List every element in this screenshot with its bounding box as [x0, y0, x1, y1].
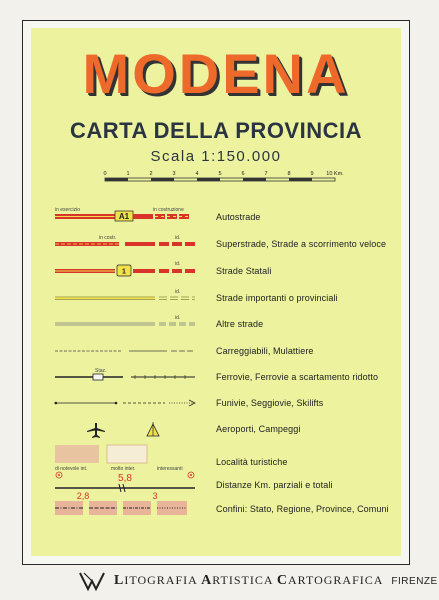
scale-label: Scala 1:150.000 [150, 148, 282, 165]
note-staz: Staz. [95, 368, 107, 374]
legend-label: Carreggiabili, Mulattiere [216, 346, 314, 356]
scale-segment [151, 178, 174, 181]
scale-segment [289, 178, 312, 181]
map-title: MODENA [82, 42, 350, 105]
legend-label: Ferrovie, Ferrovie a scartamento ridotto [216, 372, 379, 382]
scale-tick-label: 3 [172, 171, 176, 177]
scale-tick-label: 10 Km. [326, 171, 344, 177]
scale-tick-label: 9 [310, 171, 314, 177]
scale-segment [105, 178, 128, 181]
confini-symbol [55, 498, 215, 524]
altre-strade-symbol [55, 313, 215, 339]
legend-altre-strade [31, 311, 401, 339]
legend-ferrovie [31, 364, 401, 392]
distance-total: 5,8 [118, 473, 132, 484]
legend-aeroporti [31, 416, 401, 444]
note-molto: molto inter. [111, 466, 136, 472]
legend-confini [31, 496, 401, 524]
scale-tick-label: 8 [287, 171, 291, 177]
legend-carreggiabili [31, 338, 401, 366]
strade-importanti-symbol [55, 287, 215, 313]
note-in-esercizio: in esercizio [55, 207, 81, 213]
legend-label: Strade importanti o provinciali [216, 293, 338, 303]
legend-superstrade [31, 231, 401, 259]
strade-statali-symbol [55, 260, 215, 286]
note-in-costruzione: in costruzione [153, 207, 184, 213]
scale-segment [243, 178, 266, 181]
note-id: id. [175, 261, 181, 267]
legend-autostrade [31, 204, 401, 232]
ferrovie-symbol [55, 366, 215, 392]
legend-strade-importanti [31, 285, 401, 313]
scale-tick-label: 2 [149, 171, 153, 177]
legend-label: Strade Statali [216, 266, 272, 276]
note-notevole: di notevole int. [55, 466, 88, 472]
scale-tick-label: 7 [264, 171, 268, 177]
scale-tick-label: 1 [126, 171, 130, 177]
note-in-costr: in costr. [99, 235, 117, 241]
scale-tick-label: 4 [195, 171, 199, 177]
distance-partial-1: 2,8 [76, 491, 90, 501]
superstrade-symbol [55, 233, 215, 259]
publisher-city: FIRENZE [391, 575, 438, 587]
camping-icon [147, 422, 159, 436]
scale-segment [197, 178, 220, 181]
publisher-name: LITOGRAFIA ARTISTICA CARTOGRAFICA [114, 573, 384, 588]
note-interessanti: interessanti [157, 466, 183, 472]
scale-tick-label: 0 [103, 171, 107, 177]
badge-1: 1 [122, 268, 126, 276]
legend-label: Distanze Km. parziali e totali [216, 480, 333, 490]
legend-strade-statali [31, 258, 401, 286]
autostrade-symbol [55, 206, 215, 232]
publisher-logo-icon [78, 571, 108, 591]
legend-label: Altre strade [216, 319, 264, 329]
scale-tick-label: 6 [241, 171, 245, 177]
map-subtitle: CARTA DELLA PROVINCIA [69, 118, 362, 143]
cover-panel [31, 28, 401, 556]
legend-label: Confini: Stato, Regione, Province, Comuni [216, 504, 389, 514]
legend-label: Superstrade, Strade a scorrimento veloce [216, 239, 387, 249]
legend-funivie [31, 390, 401, 418]
scale-bar [99, 168, 344, 184]
legend-label: Aeroporti, Campeggi [216, 424, 301, 434]
note-id: id. [175, 235, 181, 241]
scale-tick-label: 5 [218, 171, 222, 177]
legend-label: Località turistiche [216, 457, 288, 467]
airplane-icon [87, 423, 105, 438]
publisher-footer [78, 570, 438, 592]
distance-partial-2: 3 [152, 491, 158, 501]
badge-a1: A1 [118, 212, 130, 221]
legend-label: Funivie, Seggiovie, Skilifts [216, 398, 324, 408]
note-id: id. [175, 289, 181, 295]
carreggiabili-symbol [55, 340, 215, 366]
legend-label: Autostrade [216, 212, 261, 222]
note-id: id. [175, 315, 181, 321]
funivie-symbol [55, 392, 215, 418]
legend-distanze [31, 468, 401, 501]
